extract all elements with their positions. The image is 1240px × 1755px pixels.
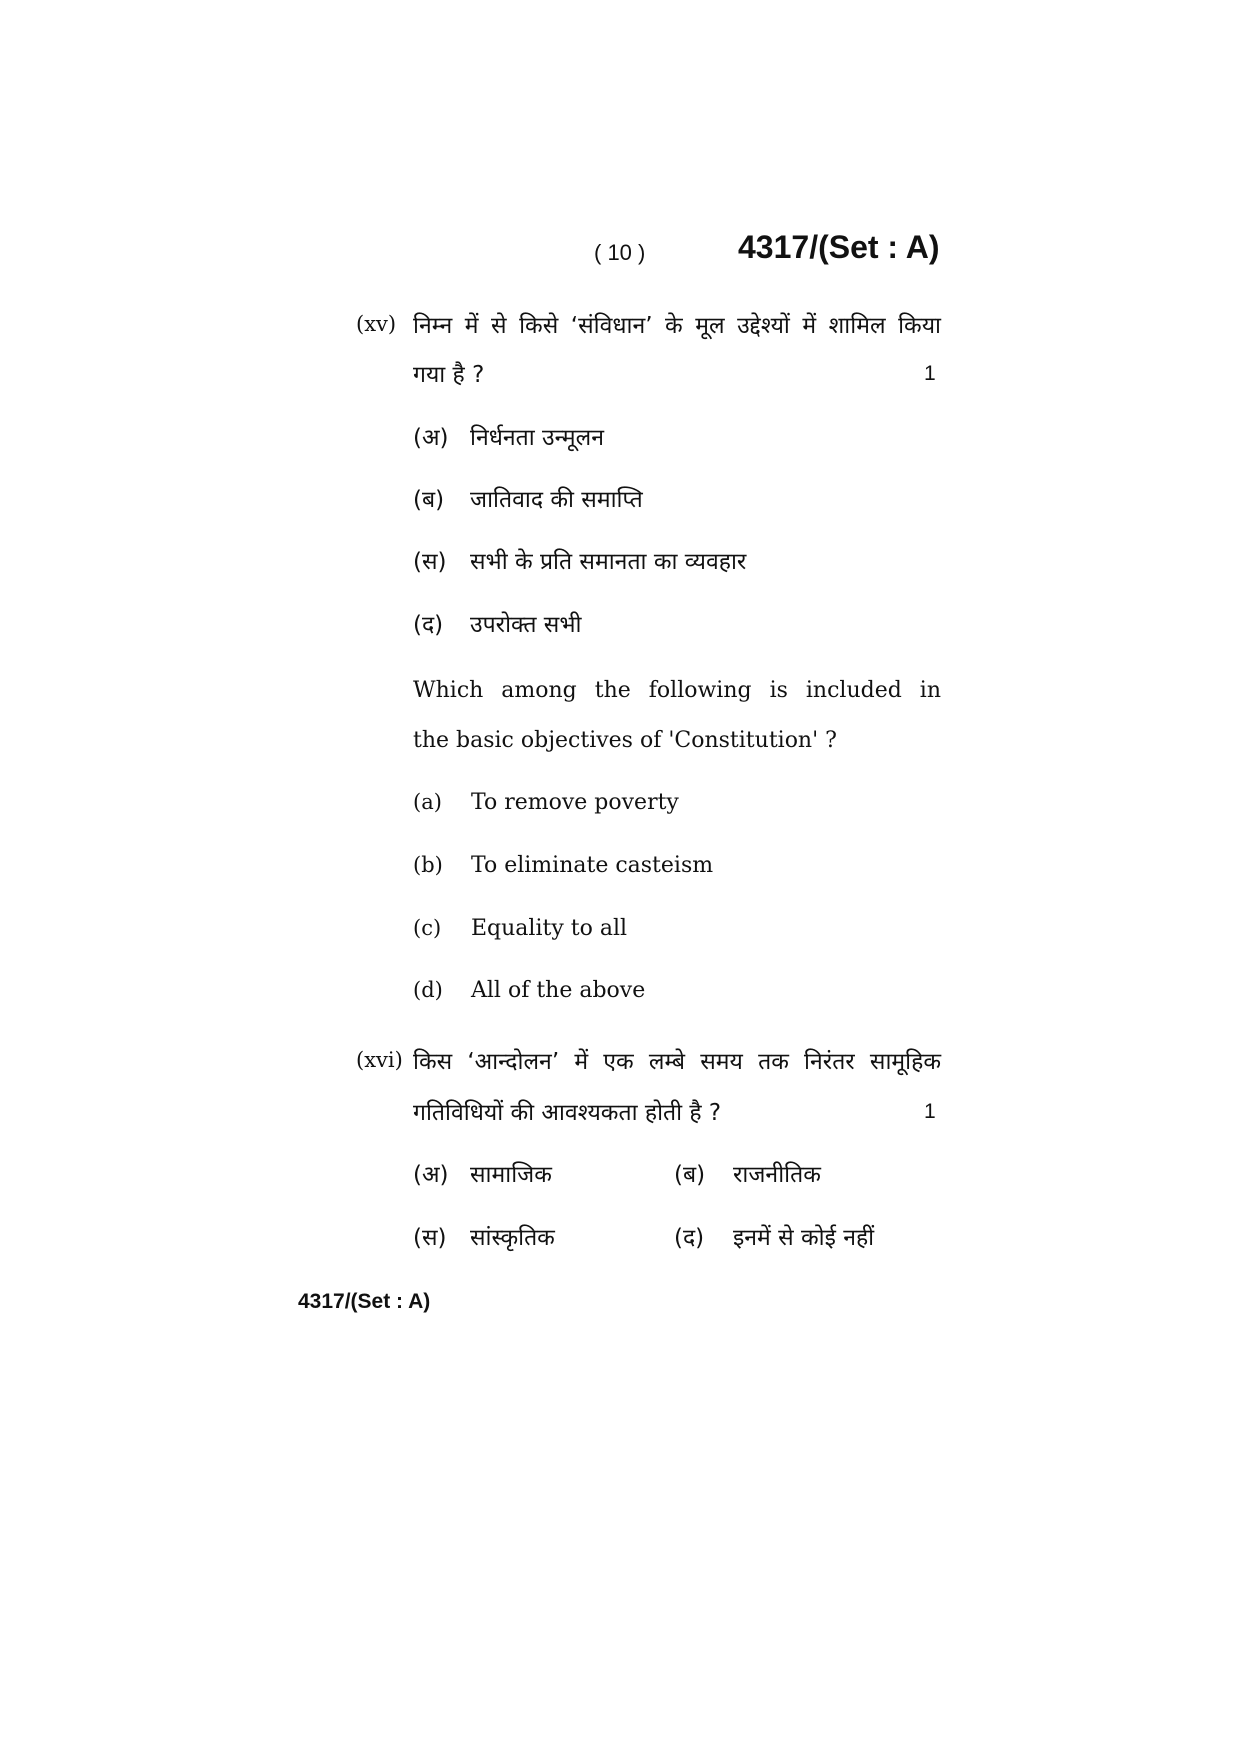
option-text: To eliminate casteism xyxy=(471,853,714,878)
option-text: जातिवाद की समाप्ति xyxy=(470,487,643,513)
option-text: To remove poverty xyxy=(471,790,679,815)
option-label: (d) xyxy=(413,978,443,1002)
option-label: (स) xyxy=(413,549,447,575)
option-label: (ब) xyxy=(674,1162,706,1188)
option-text: निर्धनता उन्मूलन xyxy=(470,425,605,451)
option-label: (द) xyxy=(413,612,444,638)
question-hindi-text-line2: गया है ? xyxy=(413,362,485,388)
option-label: (स) xyxy=(413,1225,447,1251)
paper-code-header: 4317/(Set : A) xyxy=(738,229,940,265)
question-marks: 1 xyxy=(924,362,936,385)
option-label: (ब) xyxy=(413,487,445,513)
paper-code-footer: 4317/(Set : A) xyxy=(298,1290,431,1313)
question-english-text-line1: Which among the following is included in xyxy=(413,678,941,703)
option-text: उपरोक्त सभी xyxy=(470,612,582,638)
question-marks: 1 xyxy=(924,1100,936,1123)
option-label: (द) xyxy=(674,1225,705,1251)
option-label: (b) xyxy=(413,853,443,877)
option-text: सांस्कृतिक xyxy=(470,1225,555,1251)
question-english-text-line2: the basic objectives of 'Constitution' ? xyxy=(413,728,837,753)
option-label: (अ) xyxy=(413,425,449,451)
option-text: Equality to all xyxy=(471,916,628,941)
option-text: All of the above xyxy=(471,978,646,1003)
option-label: (c) xyxy=(413,916,442,940)
option-text: सामाजिक xyxy=(470,1162,552,1188)
page-number: ( 10 ) xyxy=(594,240,646,265)
question-number: (xvi) xyxy=(356,1048,403,1072)
question-hindi-text-line1: निम्न में से किसे ‘संविधान’ के मूल उद्देश्यों में शामिल किया xyxy=(413,313,941,339)
option-text: सभी के प्रति समानता का व्यवहार xyxy=(470,549,747,575)
option-text: इनमें से कोई नहीं xyxy=(733,1225,875,1251)
question-hindi-text-line1: किस ‘आन्दोलन’ में एक लम्बे समय तक निरंतर सामूहिक xyxy=(413,1049,941,1075)
option-text: राजनीतिक xyxy=(733,1162,821,1188)
option-label: (अ) xyxy=(413,1162,449,1188)
question-number: (xv) xyxy=(356,312,397,336)
question-hindi-text-line2: गतिविधियों की आवश्यकता होती है ? xyxy=(413,1100,722,1126)
option-label: (a) xyxy=(413,790,442,814)
